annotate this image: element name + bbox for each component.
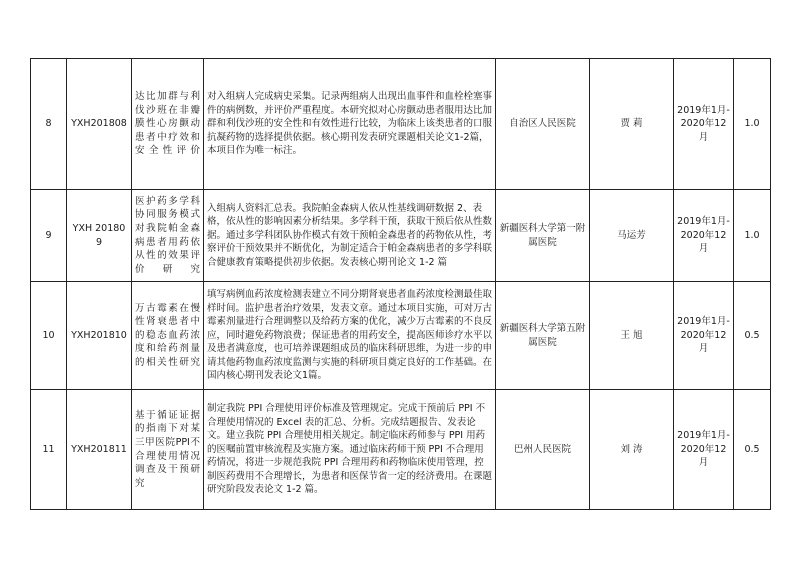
project-content: 填写病例血药浓度检测表建立不同分期肾衰患者血药浓度检测最佳取样时间。监护患者治疗效果，发表文章。通过本项目实施，可对万古霉素剂量进行合理调整以及给药方案的优化，减少万古霉素的不良反应，同时避免药物浪费；保证患者的用药安全，提高医师诊疗水平以及患者满意度，也可培养课题组成员的临床科研思维，为进一步的申请其他药物血药浓度监测与实施的科研项目奠定良好的工作基础。在国内核心期刊发表论文1篇。	[204, 282, 496, 390]
project-period: 2019年1月-2020年12月	[674, 190, 734, 282]
project-content: 入组病人资料汇总表。我院帕金森病人依从性基线调研数据 2、表格，依从性的影响因素分析结果。多学科干预，获取干预后依从性数据。通过多学科团队协作模式有效干预帕金森患者的药物依从性，考察评价干预效果并不断优化，为制定适合于帕金森病患者的多学科联合健康教育策略提供初步依据。发表核心期刊论文 1-2 篇	[204, 190, 496, 282]
project-title: 医护药多学科协同服务模式对我院帕金森病患者用药依从性的效果评价研究	[132, 190, 204, 282]
principal-investigator: 贾 莉	[590, 59, 674, 190]
project-code: YXH201811	[67, 390, 132, 510]
hospital-unit: 巴州人民医院	[496, 390, 590, 510]
project-period: 2019年1月-2020年12月	[674, 282, 734, 390]
funding-amount: 1.0	[734, 59, 771, 190]
principal-investigator: 马运芳	[590, 190, 674, 282]
table-row	[31, 59, 771, 190]
table-row	[31, 390, 771, 510]
hospital-unit: 新疆医科大学第一附属医院	[496, 190, 590, 282]
principal-investigator: 王 旭	[590, 282, 674, 390]
row-number: 9	[31, 190, 67, 282]
project-title: 万古霉素在慢性肾衰患者中的稳态血药浓度和给药剂量的相关性研究	[132, 282, 204, 390]
row-number: 8	[31, 59, 67, 190]
project-code: YXH201808	[67, 59, 132, 190]
project-period: 2019年1月-2020年12月	[674, 59, 734, 190]
funding-amount: 0.5	[734, 282, 771, 390]
project-code: YXH201810	[67, 282, 132, 390]
project-title: 基于循证证据的指南下对某三甲医院PPI不合理使用情况调查及干预研究	[132, 390, 204, 510]
hospital-unit: 新疆医科大学第五附属医院	[496, 282, 590, 390]
table-row	[31, 190, 771, 282]
project-table	[30, 58, 771, 510]
project-code: YXH 201809	[67, 190, 132, 282]
row-number: 11	[31, 390, 67, 510]
project-period: 2019年1月-2020年12月	[674, 390, 734, 510]
row-number: 10	[31, 282, 67, 390]
project-content: 对入组病人完成病史采集。记录两组病人出现出血事件和血栓栓塞事件的病例数，并评价严重程度。本研究拟对心房颤动患者服用达比加群和利伐沙班的安全性和有效性进行比较，为临床上该类患者的口服抗凝药物的选择提供依据。核心期刊发表研究课题相关论文1-2篇，本项目作为唯一标注。	[204, 59, 496, 190]
hospital-unit: 自治区人民医院	[496, 59, 590, 190]
funding-amount: 1.0	[734, 190, 771, 282]
principal-investigator: 刘 涛	[590, 390, 674, 510]
project-content: 制定我院 PPI 合理使用评价标准及管理规定。完成干预前后 PPI 不合理使用情况的 Excel 表的汇总、分析。完成结题报告、发表论文。建立我院 PPI 合理使用相关规定。制定临床药师参与 PPI 用药的医嘱前置审核流程及实施方案。通过临床药师干预 PPI 不合理用药情况，将进一步规范我院 PPI 合理用药和药物临床使用管理，控制医药费用不合理增长，为患者和医保节省一定的经济费用。在课题研究阶段发表论文 1-2 篇。	[204, 390, 496, 510]
table-row	[31, 282, 771, 390]
project-title: 达比加群与利伐沙班在非瓣膜性心房颤动患者中疗效和安全性评价	[132, 59, 204, 190]
funding-amount: 0.5	[734, 390, 771, 510]
